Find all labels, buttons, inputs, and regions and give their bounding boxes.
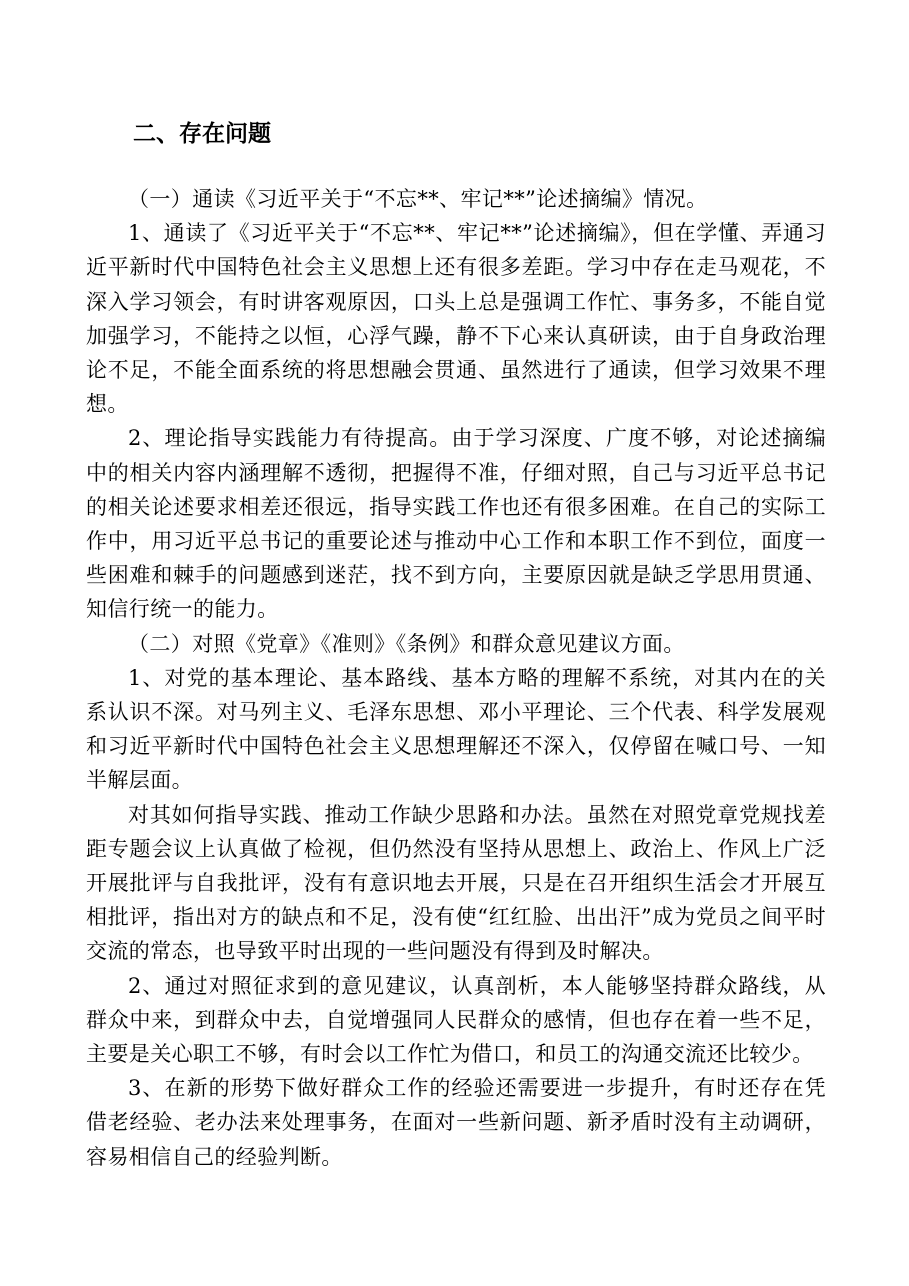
paragraph: 1、对党的基本理论、基本路线、基本方略的理解不系统，对其内在的关系认识不深。对马列主义、毛泽东思想、邓小平理论、三个代表、科学发展观和习近平新时代中国特色社会主义思想理解还不深入，仅停留在喊口号、一知半解层面。	[86, 665, 826, 793]
paragraph: 1、通读了《习近平关于“不忘**、牢记**”论述摘编》，但在学懂、弄通习近平新时代中国特色社会主义思想上还有很多差距。学习中存在走马观花，不深入学习领会，有时讲客观原因，口头上总是强调工作忙、事务多，不能自觉加强学习，不能持之以恒，心浮气躁，静不下心来认真研读，由于自身政治理论不足，不能全面系统的将思想融会贯通、虽然进行了通读，但学习效果不理想。	[86, 221, 826, 417]
paragraph: 2、理论指导实践能力有待提高。由于学习深度、广度不够，对论述摘编中的相关内容内涵理解不透彻，把握得不准，仔细对照，自己与习近平总书记的相关论述要求相差还很远，指导实践工作也还有很多困难。在自己的实际工作中，用习近平总书记的重要论述与推动中心工作和本职工作不到位，面度一些困难和棘手的问题感到迷茫，找不到方向，主要原因就是缺乏学思用贯通、知信行统一的能力。	[86, 426, 826, 622]
document-body	[86, 182, 826, 1174]
paragraph-subsection-1-title: （一）通读《习近平关于“不忘**、牢记**”论述摘编》情况。	[128, 187, 708, 211]
paragraph-subsection-2-title: （二）对照《党章》《准则》《条例》和群众意见建议方面。	[128, 631, 685, 656]
paragraph: 3、在新的形势下做好群众工作的经验还需要进一步提升，有时还存在凭借老经验、老办法来处理事务，在面对一些新问题、新矛盾时没有主动调研，容易相信自己的经验判断。	[86, 1076, 826, 1169]
section-heading: 二、存在问题	[133, 121, 271, 147]
paragraph: 对其如何指导实践、推动工作缺少思路和办法。虽然在对照党章党规找差距专题会议上认真做了检视，但仍然没有坚持从思想上、政治上、作风上广泛开展批评与自我批评，没有有意识地去开展，只是在召开组织生活会才开展互相批评，指出对方的缺点和不足，没有使“红红脸、出出汗”成为党员之间平时交流的常态，也导致平时出现的一些问题没有得到及时解决。	[86, 802, 826, 964]
paragraph: 2、通过对照征求到的意见建议，认真剖析，本人能够坚持群众路线，从群众中来，到群众中去，自觉增强同人民群众的感情，但也存在着一些不足，主要是关心职工不够，有时会以工作忙为借口，和员工的沟通交流还比较少。	[86, 973, 826, 1067]
